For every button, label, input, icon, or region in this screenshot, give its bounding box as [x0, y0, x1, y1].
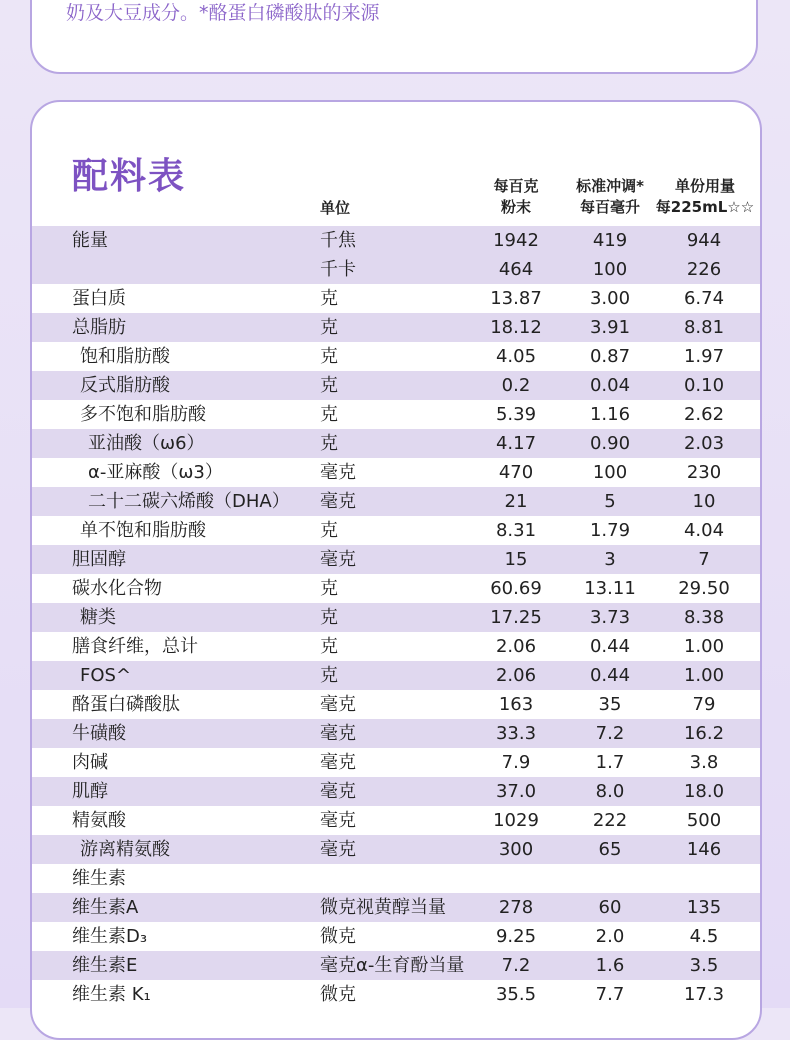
- table-row: [32, 719, 760, 748]
- value-per-serving: 1.00: [683, 665, 725, 686]
- nutrient-name: 游离精氨酸: [80, 839, 170, 860]
- nutrient-name: 肌醇: [72, 781, 108, 802]
- table-row: [32, 516, 760, 545]
- nutrient-unit: 毫克: [320, 810, 356, 831]
- header-per-100ml-line2: 每百毫升: [579, 198, 640, 216]
- value-per-100ml: 1.79: [589, 520, 631, 541]
- value-per-serving: 7: [698, 549, 710, 570]
- table-row: [32, 371, 760, 400]
- header-per-serving: [650, 176, 760, 218]
- value-per-100g: 300: [498, 839, 534, 860]
- value-per-100ml: 0.04: [589, 375, 631, 396]
- value-per-serving: 2.03: [683, 433, 725, 454]
- value-per-100ml: 65: [598, 839, 622, 860]
- value-per-100ml: 60: [598, 897, 622, 918]
- value-per-100g: 21: [504, 491, 528, 512]
- value-per-serving: 4.5: [689, 926, 719, 947]
- nutrient-unit: 克: [320, 346, 338, 367]
- header-per-serving-line1: 单份用量: [674, 177, 735, 195]
- value-per-100ml: 8.0: [595, 781, 625, 802]
- value-per-100g: 0.2: [501, 375, 531, 396]
- table-row: [32, 806, 760, 835]
- value-per-serving: 3.5: [689, 955, 719, 976]
- value-per-serving: 6.74: [683, 288, 725, 309]
- value-per-100g: 17.25: [490, 607, 542, 628]
- nutrient-unit: 毫克: [320, 694, 356, 715]
- table-row: [32, 980, 760, 1009]
- nutrient-unit: 毫克: [320, 839, 356, 860]
- value-per-100g: 35.5: [495, 984, 537, 1005]
- nutrient-unit: 克: [320, 433, 338, 454]
- value-per-serving: 146: [686, 839, 722, 860]
- value-per-100ml: 1.16: [589, 404, 631, 425]
- table-title: 配料表: [72, 156, 187, 197]
- nutrient-name: 精氨酸: [72, 810, 126, 831]
- value-per-100ml: 1.6: [595, 955, 625, 976]
- value-per-100ml: 0.87: [589, 346, 631, 367]
- nutrient-unit: 微克视黄醇当量: [320, 897, 446, 918]
- value-per-100g: 163: [498, 694, 534, 715]
- nutrient-unit: 微克: [320, 984, 356, 1005]
- value-per-100ml: 3.91: [589, 317, 631, 338]
- value-per-serving: 1.00: [683, 636, 725, 657]
- value-per-100g: 5.39: [495, 404, 537, 425]
- table-row: [32, 690, 760, 719]
- table-row: [32, 951, 760, 980]
- nutrient-name: 肉碱: [72, 752, 108, 773]
- value-per-100ml: 0.90: [589, 433, 631, 454]
- nutrient-name: 糖类: [80, 607, 116, 628]
- value-per-serving: 500: [686, 810, 722, 831]
- table-row: [32, 255, 760, 284]
- nutrient-name: 亚油酸（ω6）: [88, 433, 205, 454]
- nutrient-unit: 毫克: [320, 723, 356, 744]
- nutrient-unit: 克: [320, 288, 338, 309]
- value-per-serving: 10: [692, 491, 716, 512]
- value-per-100ml: 2.0: [595, 926, 625, 947]
- nutrition-rows: [32, 226, 760, 1009]
- table-row: [32, 342, 760, 371]
- value-per-100g: 278: [498, 897, 534, 918]
- nutrient-unit: 克: [320, 375, 338, 396]
- value-per-100ml: 3.00: [589, 288, 631, 309]
- header-per-100g-line2: 粉末: [500, 198, 531, 216]
- table-row: [32, 748, 760, 777]
- table-row: [32, 893, 760, 922]
- value-per-100g: 4.17: [495, 433, 537, 454]
- nutrient-unit: 毫克: [320, 491, 356, 512]
- nutrient-name: 维生素D₃: [72, 926, 148, 947]
- nutrient-name: 维生素A: [72, 897, 139, 918]
- table-row: [32, 864, 760, 893]
- value-per-100ml: 100: [592, 462, 628, 483]
- nutrient-unit: 克: [320, 317, 338, 338]
- value-per-100g: 2.06: [495, 665, 537, 686]
- value-per-serving: 79: [692, 694, 716, 715]
- table-row: [32, 313, 760, 342]
- intro-text: 奶及大豆成分。*酪蛋白磷酸肽的来源: [66, 2, 380, 24]
- table-row: [32, 603, 760, 632]
- nutrient-name: 反式脂肪酸: [80, 375, 170, 396]
- nutrient-unit: 克: [320, 665, 338, 686]
- table-row: [32, 835, 760, 864]
- nutrient-unit: 千焦: [320, 230, 356, 251]
- table-row: [32, 661, 760, 690]
- value-per-serving: 1.97: [683, 346, 725, 367]
- table-row: [32, 400, 760, 429]
- value-per-100g: 18.12: [490, 317, 542, 338]
- value-per-serving: 4.04: [683, 520, 725, 541]
- value-per-serving: 8.81: [683, 317, 725, 338]
- value-per-100ml: 0.44: [589, 636, 631, 657]
- value-per-serving: 3.8: [689, 752, 719, 773]
- nutrient-name: 维生素E: [72, 955, 138, 976]
- value-per-serving: 135: [686, 897, 722, 918]
- value-per-serving: 944: [686, 230, 722, 251]
- table-row: [32, 487, 760, 516]
- header-per-100ml-line1: 标准冲调*: [576, 177, 644, 195]
- table-row: [32, 284, 760, 313]
- value-per-100ml: 3.73: [589, 607, 631, 628]
- table-row: [32, 458, 760, 487]
- nutrient-name: 牛磺酸: [72, 723, 126, 744]
- nutrient-unit: 毫克: [320, 752, 356, 773]
- value-per-100g: 4.05: [495, 346, 537, 367]
- nutrient-name: FOS^: [80, 665, 132, 686]
- nutrient-name: 总脂肪: [72, 317, 126, 338]
- value-per-100g: 1029: [493, 810, 539, 831]
- nutrient-name: 维生素 K₁: [72, 984, 151, 1005]
- value-per-100g: 464: [498, 259, 534, 280]
- value-per-100g: 9.25: [495, 926, 537, 947]
- nutrient-unit: 克: [320, 578, 338, 599]
- value-per-100ml: 100: [592, 259, 628, 280]
- header-per-100ml: [568, 176, 652, 218]
- nutrient-name: 单不饱和脂肪酸: [80, 520, 206, 541]
- nutrient-name: 二十二碳六烯酸（DHA）: [88, 491, 290, 512]
- table-row: [32, 545, 760, 574]
- value-per-100g: 60.69: [490, 578, 542, 599]
- table-row: [32, 574, 760, 603]
- table-row: [32, 429, 760, 458]
- nutrient-name: 能量: [72, 230, 108, 251]
- value-per-serving: 0.10: [683, 375, 725, 396]
- nutrient-unit: 毫克: [320, 781, 356, 802]
- header-unit: 单位: [320, 199, 351, 217]
- value-per-serving: 17.3: [683, 984, 725, 1005]
- value-per-100g: 37.0: [495, 781, 537, 802]
- nutrient-unit: 克: [320, 607, 338, 628]
- value-per-100ml: 222: [592, 810, 628, 831]
- value-per-100ml: 419: [592, 230, 628, 251]
- value-per-100g: 8.31: [495, 520, 537, 541]
- value-per-100ml: 7.2: [595, 723, 625, 744]
- table-row: [32, 777, 760, 806]
- nutrient-name: 饱和脂肪酸: [80, 346, 170, 367]
- value-per-serving: 29.50: [678, 578, 730, 599]
- table-row: [32, 922, 760, 951]
- nutrient-unit: 克: [320, 520, 338, 541]
- value-per-100g: 13.87: [490, 288, 542, 309]
- value-per-100g: 33.3: [495, 723, 537, 744]
- value-per-100ml: 35: [598, 694, 622, 715]
- value-per-serving: 2.62: [683, 404, 725, 425]
- nutrient-unit: 毫克: [320, 462, 356, 483]
- value-per-serving: 226: [686, 259, 722, 280]
- nutrient-name: 维生素: [72, 868, 126, 889]
- nutrient-name: 多不饱和脂肪酸: [80, 404, 206, 425]
- nutrient-name: α-亚麻酸（ω3）: [88, 462, 223, 483]
- value-per-100g: 15: [504, 549, 528, 570]
- value-per-100ml: 7.7: [595, 984, 625, 1005]
- header-per-100g: [478, 176, 554, 218]
- value-per-serving: 230: [686, 462, 722, 483]
- value-per-100g: 470: [498, 462, 534, 483]
- nutrient-name: 酪蛋白磷酸肽: [72, 694, 180, 715]
- value-per-100ml: 1.7: [595, 752, 625, 773]
- value-per-100g: 7.9: [501, 752, 531, 773]
- nutrition-table-card: [30, 100, 762, 1040]
- nutrient-unit: 毫克α-生育酚当量: [320, 955, 465, 976]
- value-per-100ml: 5: [604, 491, 616, 512]
- value-per-100g: 7.2: [501, 955, 531, 976]
- value-per-100ml: 13.11: [584, 578, 636, 599]
- nutrient-name: 碳水化合物: [72, 578, 162, 599]
- nutrient-unit: 毫克: [320, 549, 356, 570]
- nutrient-unit: 千卡: [320, 259, 356, 280]
- nutrient-name: 膳食纤维，总计: [72, 636, 198, 657]
- value-per-100ml: 0.44: [589, 665, 631, 686]
- header-per-100g-line1: 每百克: [493, 177, 539, 195]
- value-per-100g: 1942: [493, 230, 539, 251]
- table-row: [32, 226, 760, 255]
- value-per-serving: 16.2: [683, 723, 725, 744]
- nutrient-unit: 克: [320, 404, 338, 425]
- value-per-serving: 18.0: [683, 781, 725, 802]
- intro-card: [30, 0, 758, 74]
- nutrient-name: 蛋白质: [72, 288, 126, 309]
- value-per-100g: 2.06: [495, 636, 537, 657]
- header-per-serving-line2: 每225mL☆☆: [655, 198, 755, 216]
- nutrient-unit: 微克: [320, 926, 356, 947]
- nutrient-unit: 克: [320, 636, 338, 657]
- value-per-100ml: 3: [604, 549, 616, 570]
- table-row: [32, 632, 760, 661]
- value-per-serving: 8.38: [683, 607, 725, 628]
- nutrient-name: 胆固醇: [72, 549, 126, 570]
